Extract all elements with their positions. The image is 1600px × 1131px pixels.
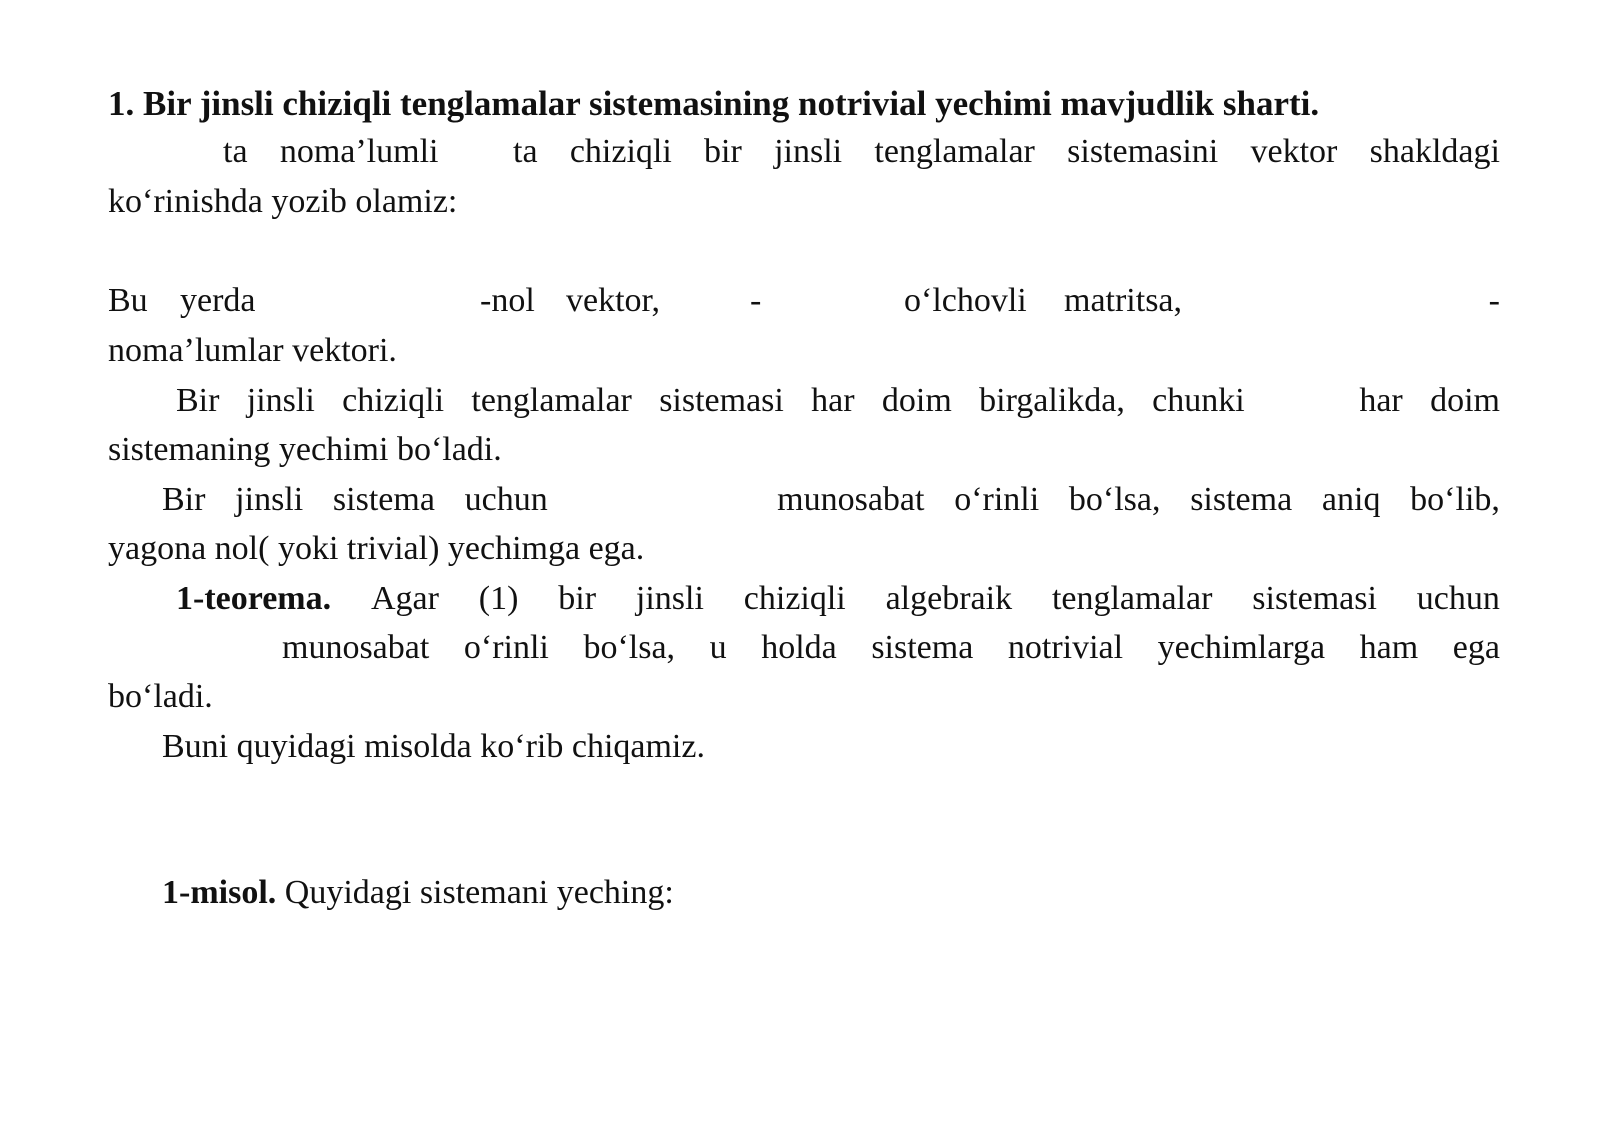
word: - [1488,282,1500,319]
word: ta [513,133,538,170]
word: uchun [1416,580,1500,617]
word: o‘lchovli [904,282,1027,319]
word: har [811,382,855,419]
word: ega [1452,629,1500,666]
word: har [1359,382,1403,419]
word: Bir [162,481,206,518]
word: munosabat [282,629,430,666]
word: tenglamalar [874,133,1035,170]
word: (1) [478,580,519,617]
word: bo‘lsa, [1068,481,1161,518]
theorem-line-3: bo‘ladi. [108,678,213,715]
word: algebraik [885,580,1013,617]
word: birgalikda, [979,382,1125,419]
word: u [709,629,727,666]
word: doim [881,382,952,419]
word: bir [558,580,597,617]
word: chiziqli [569,133,672,170]
word: sistema [871,629,974,666]
word: Agar [370,580,439,617]
word: yechimlarga [1157,629,1326,666]
word: jinsli [774,133,843,170]
word: bo‘lib, [1410,481,1500,518]
word: Bu [108,282,148,319]
word: chunki [1152,382,1245,419]
word: yerda [180,282,256,319]
word: sistemasi [1252,580,1377,617]
word: ham [1359,629,1419,666]
word: Bir [176,382,220,419]
word: -nol [480,282,535,319]
word: shakldagi [1369,133,1500,170]
theorem-line-2 [282,628,1500,668]
word: bir [704,133,742,170]
word: doim [1430,382,1500,419]
paragraph-5: Buni quyidagi misolda ko‘rib chiqamiz. [162,728,705,765]
example-text: Quyidagi sistemani yeching: [276,874,674,911]
paragraph-2-line-2: noma’lumlar vektori. [108,332,397,369]
theorem-line-1 [176,579,1500,619]
word: ta [223,133,248,170]
word: vektor [1250,133,1338,170]
word: sistemasi [659,382,784,419]
example-line [162,873,1500,913]
word: munosabat [777,481,925,518]
word: tenglamalar [471,382,632,419]
word: tenglamalar [1051,580,1213,617]
word: chiziqli [342,382,445,419]
paragraph-1-line-2: ko‘rinishda yozib olamiz: [108,183,458,220]
theorem-label: 1-teorema. [176,580,332,617]
word: notrivial [1007,629,1124,666]
paragraph-3-line-2: sistemaning yechimi bo‘ladi. [108,431,502,468]
word: o‘rinli [463,629,549,666]
word: holda [761,629,837,666]
word: sistema [1190,481,1293,518]
section-heading: 1. Bir jinsli chiziqli tenglamalar sistemasining notrivial yechimi mavjudlik sharti. [108,84,1320,123]
word: - [750,282,762,319]
paragraph-3-line-1 [176,381,1500,421]
word: o‘rinli [954,481,1040,518]
word: jinsli [246,382,315,419]
word: vektor, [566,282,660,319]
word: sistemasini [1067,133,1219,170]
word: noma’lumli [279,133,439,170]
example-label: 1-misol. [162,874,277,911]
word: matritsa, [1064,282,1183,319]
word: uchun [464,481,548,518]
word: chiziqli [743,580,846,617]
word: jinsli [235,481,304,518]
paragraph-1-line-1 [223,132,1500,172]
word: bo‘lsa, [583,629,676,666]
word: jinsli [635,580,704,617]
paragraph-4-line-2: yagona nol( yoki trivial) yechimga ega. [108,530,645,567]
paragraph-4-line-1 [162,480,1500,520]
word: aniq [1321,481,1381,518]
word: sistema [332,481,435,518]
